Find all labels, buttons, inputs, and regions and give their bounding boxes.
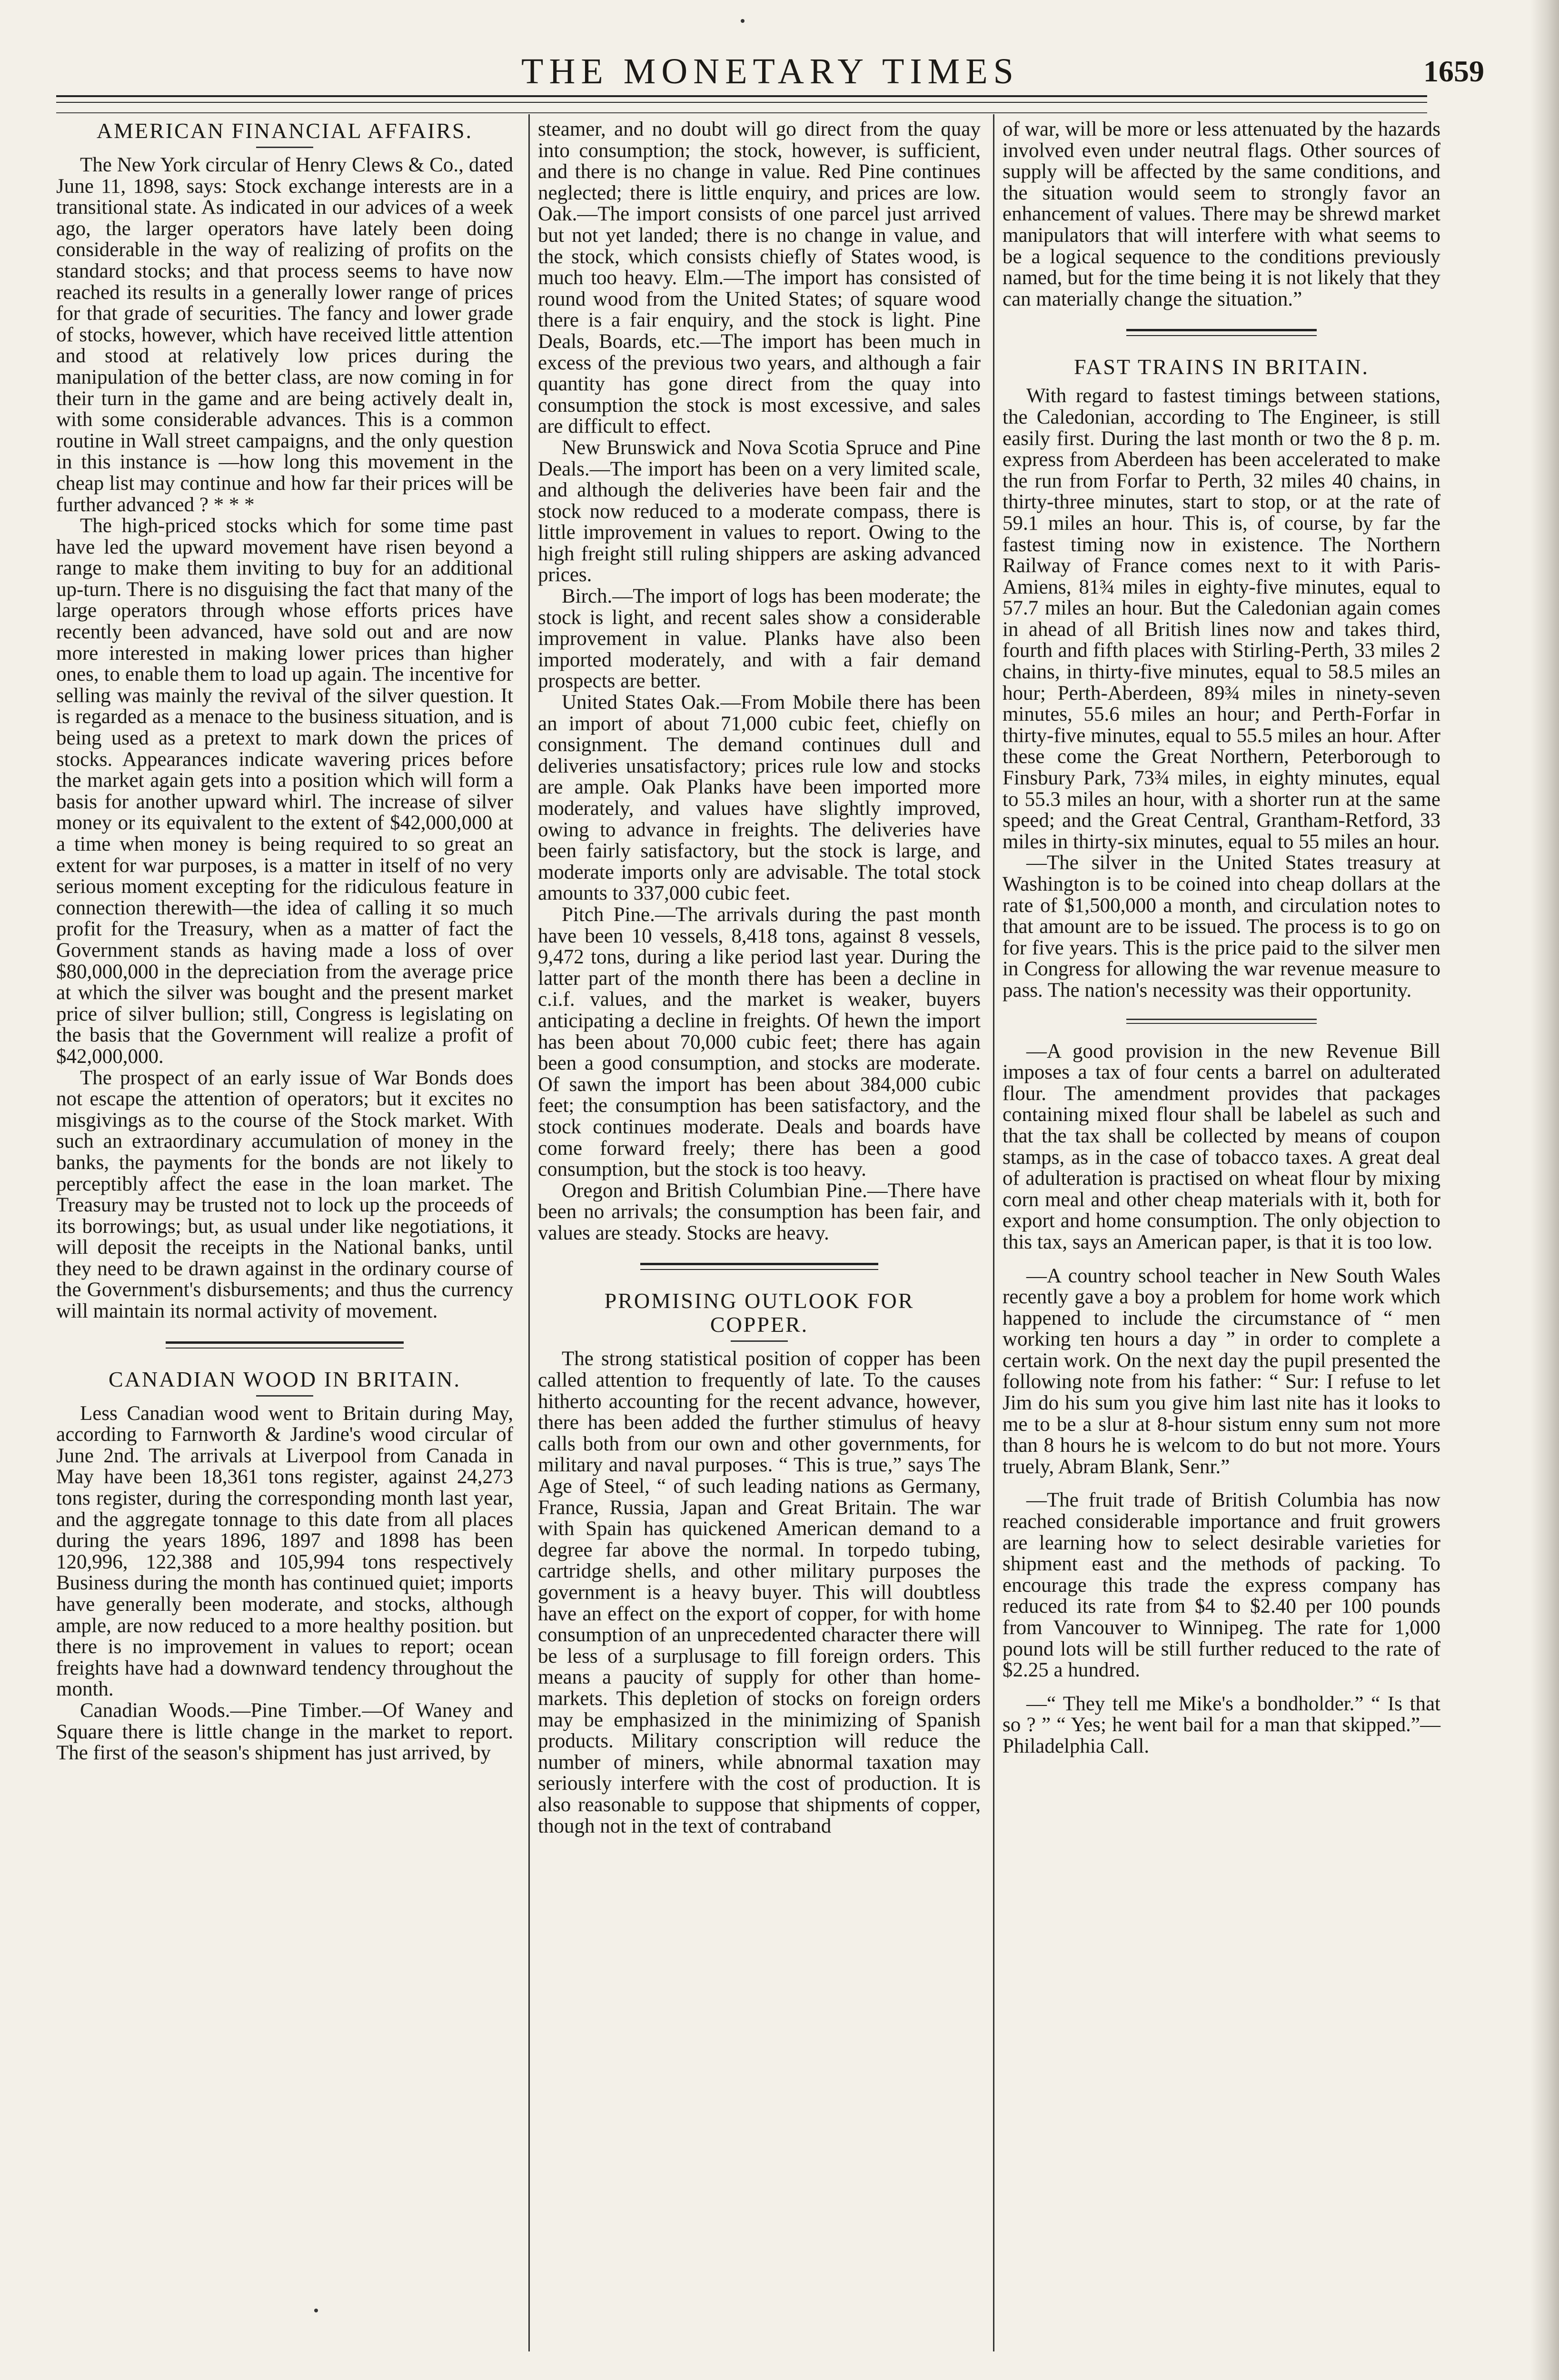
paragraph: The prospect of an early issue of War Bonds does not escape the attention of operators; but it excites no misgivings as to the course of the Stock market. With such an extraordinary accumulation of money in the banks, the payments for the bonds are not likely to perceptibly affect the ease in the loan market. The Treasury may be trusted not to lock up the proceeds of its borrowings; but, as usual under like negotiations, it will deposit the receipts in the National banks, until they need to be drawn against in the ordinary course of the Government's disbursements; and thus the currency will maintain its normal activity of movement. bbox=[56, 1066, 513, 1323]
paragraph: Birch.—The import of logs has been moderate; the stock is light, and recent sales show a considerable improvement in value. Planks have also been imported moderately, and with a fair demand prospects are better. bbox=[538, 585, 981, 693]
paragraph: New Brunswick and Nova Scotia Spruce and Pine Deals.—The import has been on a very limited scale, and although the deliveries have been fair and the stock now reduced to a moderate compass, there is little improvement in values to report. Owing to the high freight still ruling shippers are asking advanced prices. bbox=[538, 436, 981, 586]
paragraph: —A country school teacher in New South Wales recently gave a boy a problem for home work which happened to include the circumstance of “ men working ten hours a day ” in order to complete a certain work. On the next day the pupil presented the following note from his father: “ Sur: I refuse to let Jim do his sum you give him last nite has it looks to me to be a slur at 8-hour sistum enny sum not more than 8 hours he is welcom to do but not more. Yours truely, Abram Blank, Senr.” bbox=[1003, 1264, 1440, 1478]
article-headline: AMERICAN FINANCIAL AFFAIRS. bbox=[96, 119, 473, 143]
article-headline: CANADIAN WOOD IN BRITAIN. bbox=[109, 1367, 461, 1391]
section-separator bbox=[1126, 1019, 1317, 1024]
paragraph: steamer, and no doubt will go direct from the quay into consumption; the stock, however, is sufficient, and there is no change in value. Red Pine continues neglected; there is little enquiry, and prices are low. Oak.—The import consists of one parcel just arrived but not yet landed; there is no change in value, and the stock, which consists chiefly of States wood, is much too heavy. Elm.—The import has consisted of round wood from the United States; of square wood there is a fair enquiry, and the stock is light. Pine Deals, Boards, etc.—The import has been much in excess of the previous two years, and although a fair quantity has gone direct from the quay into consumption the stock is most excessive, and sales are difficult to effect. bbox=[538, 118, 981, 438]
paragraph: of war, will be more or less attenuated by the hazards involved even under neutral flags. Other sources of supply will be affected by the same conditions, and the situation would seem to strongly favor an enhancement of values. There may be shrewd market manipulators that will interfere with what seems to be a logical sequence to the conditions previously named, but for the time being it is not likely that they can materially change the situation.” bbox=[1003, 118, 1440, 310]
article-headline: PROMISING OUTLOOK FOR COPPER. bbox=[604, 1289, 914, 1337]
paragraph: —The silver in the United States treasury at Washington is to be coined into cheap dollars at the rate of $1,500,000 a month, and circulation notes to that amount are to be issued. The process is to go on for five years. This is the price paid to the silver men in Congress for allowing the war revenue measure to pass. The nation's necessity was their opportunity. bbox=[1003, 852, 1440, 1002]
section-separator bbox=[166, 1341, 404, 1349]
masthead bbox=[56, 50, 1484, 93]
scan-edge bbox=[1530, 0, 1559, 2380]
header-rule bbox=[56, 102, 1427, 103]
paragraph: Less Canadian wood went to Britain during May, according to Farnworth & Jardine's wood circular of June 2nd. The arrivals at Liverpool from Canada in May have been 18,361 tons register, against 24,273 tons register, during the corresponding month last year, and the aggregate tonnage to this date from all places during the years 1896, 1897 and 1898 has been 120,996, 122,388 and 105,994 tons respectively Business during the month has continued quiet; imports have generally been moderate, and stocks, although ample, are now reduced to a more healthy position. but there is no improvement in values to report; ocean freights have had a downward tendency throughout the month. bbox=[56, 1402, 513, 1701]
column-divider bbox=[528, 114, 530, 2351]
column-3 bbox=[1003, 119, 1440, 1757]
print-speck bbox=[741, 19, 745, 23]
headline-rule bbox=[256, 1395, 313, 1397]
paragraph: Canadian Woods.—Pine Timber.—Of Waney and Square there is little change in the market to report. The first of the season's shipment has just arrived, by bbox=[56, 1699, 513, 1765]
header-rule bbox=[56, 112, 1427, 113]
paragraph: —“ They tell me Mike's a bondholder.” “ Is that so ? ” “ Yes; he went bail for a man that skipped.”—Philadelphia Call. bbox=[1003, 1692, 1440, 1757]
page-title: THE MONETARY TIMES bbox=[521, 51, 1019, 91]
paragraph: —A good provision in the new Revenue Bill imposes a tax of four cents a barrel on adulterated flour. The amendment provides that packages containing mixed flour shall be labelel as such and that the tax shall be collected by means of coupon stamps, as in the case of tobacco taxes. A great deal of adulteration is practised on wheat flour by mixing corn meal and other cheap materials with it, both for export and home consumption. The only objection to this tax, says an American paper, is that it is too low. bbox=[1003, 1040, 1440, 1253]
headline-rule bbox=[731, 1340, 788, 1342]
paragraph: Oregon and British Columbian Pine.—There have been no arrivals; the consumption has been fair, and values are steady. Stocks are heavy. bbox=[538, 1179, 981, 1244]
paragraph: Pitch Pine.—The arrivals during the past month have been 10 vessels, 8,418 tons, against 8 vessels, 9,472 tons, during a like period last year. During the latter part of the month there has been a decline in c.i.f. values, and the market is weaker, buyers anticipating a decline in freights. Of hewn the import has been about 70,000 cubic feet; there has again been a good consumption, and stocks are moderate. Of sawn the import has been about 384,000 cubic feet; the consumption has been satisfactory, and the stock continues moderate. Deals and boards have come forward freely; there has been a good consumption, but the stock is too heavy. bbox=[538, 903, 981, 1181]
paragraph: The New York circular of Henry Clews & Co., dated June 11, 1898, says: Stock exchange interests are in a transitional state. As indicated in our advices of a week ago, the larger operators have lately been doing considerable in the way of realizing of profits on the standard stocks; and that process seems to have now reached its results in a generally lower range of prices for that grade of securities. The fancy and lower grade of stocks, however, which have received little attention and stood at relatively low prices during the manipulation of the better class, are now coming in for their turn in the game and are being actively dealt in, with some considerable advances. This is a common routine in Wall street campaigns, and the only question in this instance is —how long this movement in the cheap list may continue and how far their prices will be further advanced ? * * * bbox=[56, 154, 513, 516]
page-number: 1659 bbox=[1423, 54, 1484, 88]
print-speck bbox=[314, 2309, 318, 2312]
paragraph: With regard to fastest timings between stations, the Caledonian, according to The Engineer, is still easily first. During the last month or two the 8 p. m. express from Aberdeen has been accelerated to make the run from Forfar to Perth, 32 miles 40 chains, in thirty-three minutes, start to stop, or at the rate of 59.1 miles an hour. This is, of course, by far the fastest timing now in existence. The Northern Railway of France comes next to it with Paris-Amiens, 81¾ miles in eighty-five minutes, equal to 57.7 miles an hour. But the Caledonian again comes in ahead of all British lines now and takes third, fourth and fifth places with Stirling-Perth, 33 miles 2 chains, in thirty-five minutes, equal to 58.5 miles an hour; Perth-Aberdeen, 89¾ miles in ninety-seven minutes, 55.6 miles an hour; and Perth-Forfar in thirty-five minutes, equal to 55.5 miles an hour. After these come the Great Northern, Peterborough to Finsbury Park, 73¾ miles, in eighty minutes, equal to 55.3 miles an hour, with a shorter run at the same speed; and the Great Central, Grantham-Retford, 33 miles in thirty-six minutes, equal to 55 miles an hour. bbox=[1003, 385, 1440, 853]
paragraph: United States Oak.—From Mobile there has been an import of about 71,000 cubic feet, chiefly on consignment. The demand continues dull and deliveries unsatisfactory; prices rule low and stocks are ample. Oak Planks have been imported more moderately, and values have slightly improved, owing to advance in freights. The deliveries have been fairly satisfactory, but the stock is large, and moderate imports only are advisable. The total stock amounts to 337,000 cubic feet. bbox=[538, 691, 981, 905]
paragraph: The high-priced stocks which for some time past have led the upward movement have risen beyond a range to make them inviting to buy for an additional up-turn. There is no disguising the fact that many of the large operators through whose efforts prices have recently been advanced, have sold out and are now more interested in making lower prices than higher ones, to enable them to load up again. The incentive for selling was mainly the revival of the silver question. It is regarded as a menace to the business situation, and is being used as a pretext to mark down the prices of stocks. Appearances indicate wavering prices before the market again gets into a position which will form a basis for another upward whirl. The increase of silver money or its equivalent to the extent of $42,000,000 at a time when money is being required to so great an extent for war purposes, is a matter in itself of no very serious moment excepting for the ridiculous feature in connection therewith—the idea of calling it so much profit for the Treasury, when as a matter of fact the Government stands as having made a loss of over $80,000,000 in the depreciation from the average price at which the silver was bought and the present market price of silver bullion; still, Congress is legislating on the basis that the Government will realize a profit of $42,000,000. bbox=[56, 515, 513, 1068]
paragraph: The strong statistical position of copper has been called attention to frequently of late. To the causes hitherto accounting for the recent advance, however, there has been added the further stimulus of heavy calls both from our own and other governments, for military and naval purposes. “ This is true,” says The Age of Steel, “ of such leading nations as Germany, France, Russia, Japan and Great Britain. The war with Spain has quickened American demand to a degree far above the normal. In torpedo tubing, cartridge shells, and other military purposes the government is a heavy buyer. This will doubtless have an effect on the export of copper, for with home consumption of an unprecedented character there will be less of a surplusage to fill foreign orders. This means a paucity of supply for other than home-markets. This depletion of stocks on foreign orders may be emphasized in the minimizing of Spanish products. Military conscription will reduce the number of miners, while abnormal taxation may seriously interfere with the cost of production. It is also reasonable to suppose that shipments of copper, though not in the text of contraband bbox=[538, 1348, 981, 1837]
column-divider bbox=[993, 114, 994, 2351]
column-2 bbox=[538, 119, 981, 1837]
section-separator bbox=[1126, 329, 1317, 336]
column-1 bbox=[56, 119, 513, 1764]
header-rule bbox=[56, 95, 1427, 97]
article-headline: FAST TRAINS IN BRITAIN. bbox=[1074, 355, 1369, 379]
section-separator bbox=[640, 1263, 878, 1270]
paragraph: —The fruit trade of British Columbia has now reached considerable importance and fruit growers are learning how to select desirable varieties for shipment east and the methods of packing. To encourage this trade the express company has reduced its rate from $4 to $2.40 per 100 pounds from Vancouver to Winnipeg. The rate for 1,000 pound lots will be still further reduced to the rate of $2.25 a hundred. bbox=[1003, 1489, 1440, 1682]
headline-rule bbox=[256, 147, 313, 148]
